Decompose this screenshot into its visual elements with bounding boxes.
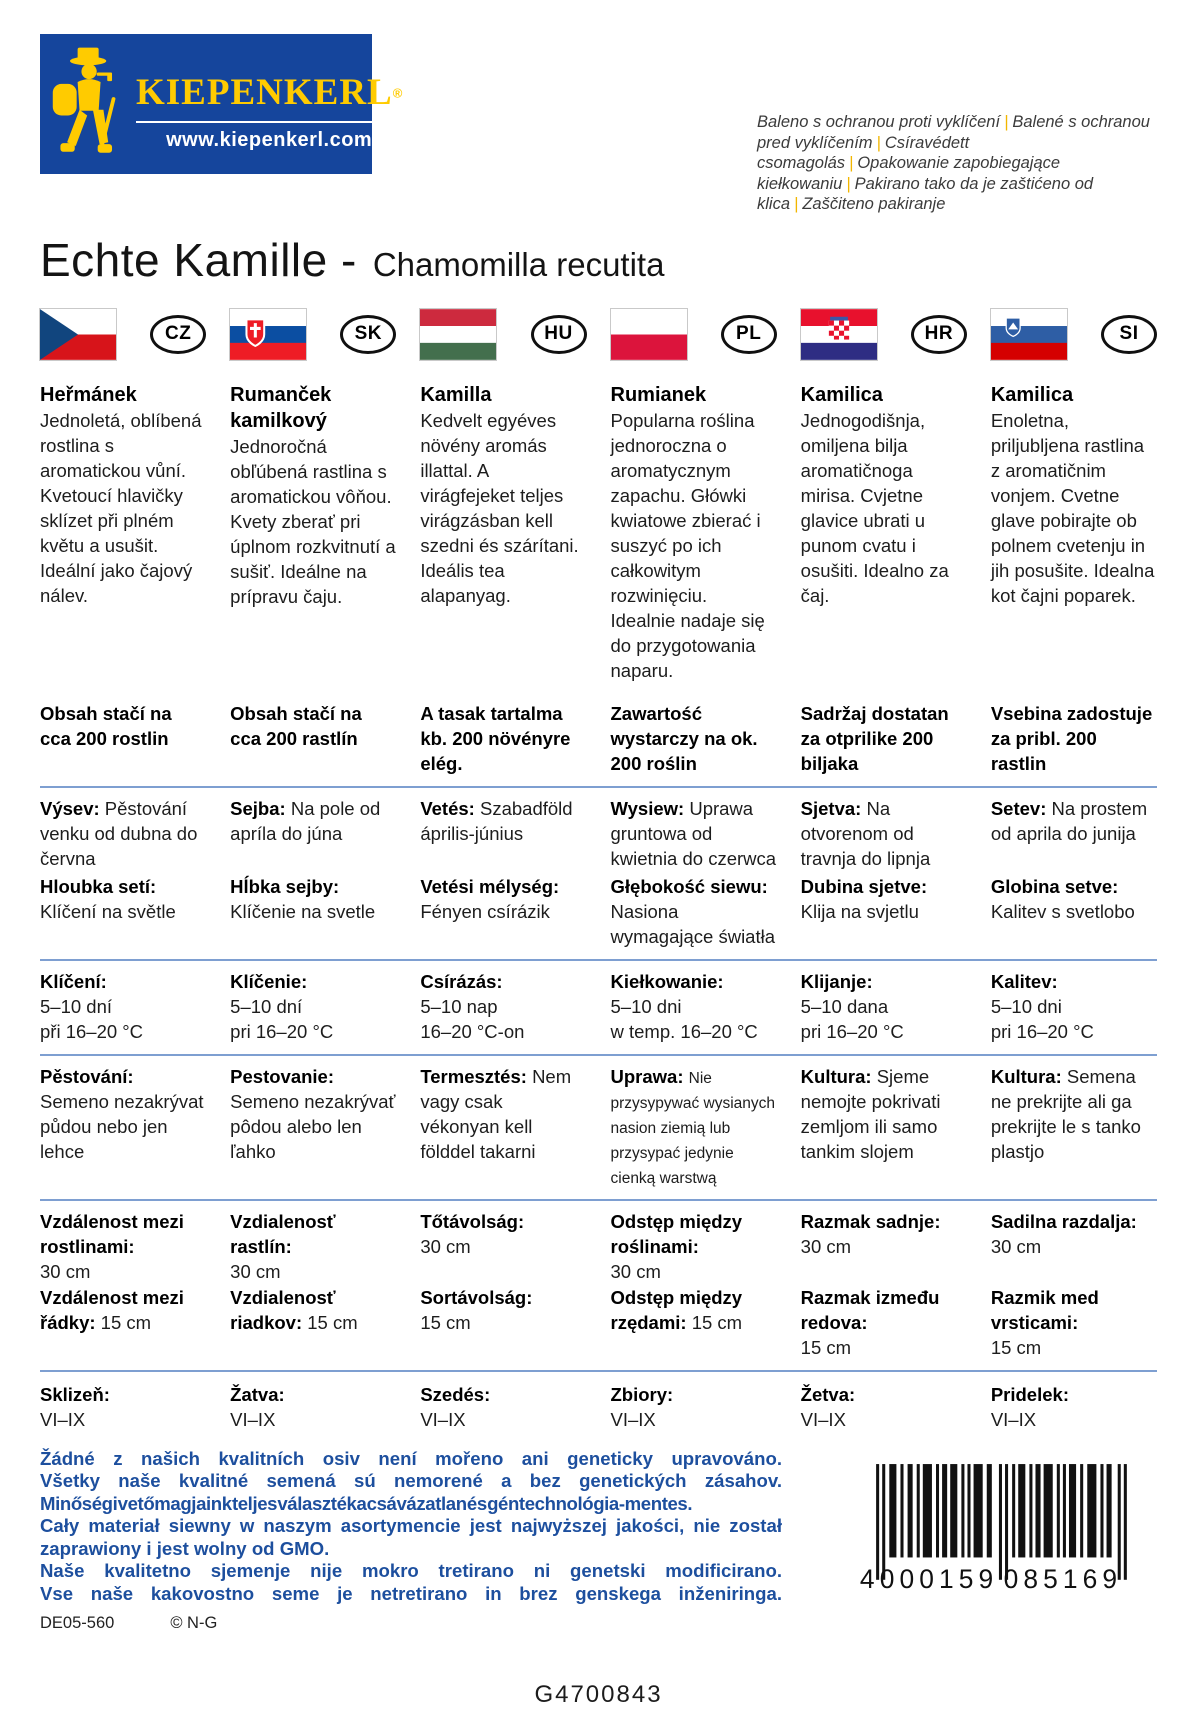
- flag-cell-cz: [40, 309, 206, 360]
- section-harvest: [40, 1372, 1157, 1442]
- plant-name: Kamilica: [800, 383, 883, 406]
- croatian-flag-icon: [801, 309, 877, 360]
- batch-code: G4700843: [534, 1680, 663, 1708]
- barcode-image: [857, 1460, 1149, 1594]
- section-amount: [40, 693, 1157, 788]
- culture-cell-hu: Termesztés: Nem vagy csak vékonyan kell földdel takarni: [420, 1065, 572, 1162]
- germination-cell-hu: Csírázás: 5–10 nap 16–20 °C-on: [420, 970, 525, 1042]
- spacing-cell-hr: Razmak sadnje: 30 cm Razmak između redova: 15 cm: [800, 1210, 941, 1358]
- flag-cell-hu: [420, 309, 586, 360]
- amount-cell-si: Vsebina zadostuje za pribl. 200 rastlin: [990, 702, 1153, 774]
- country-code-badge: HR: [911, 315, 967, 354]
- registered-mark: ®: [392, 85, 403, 101]
- germination-cell-pl: Kiełkowanie: 5–10 dni w temp. 16–20 °C: [610, 970, 758, 1042]
- culture-cell-sk: Pestovanie: Semeno nezakrývať pôdou alebo len ľahko: [230, 1065, 396, 1162]
- harvest-cell-hu: Szedés: VI–IX: [420, 1383, 491, 1430]
- amount-cell-pl: Zawartość wystarczy na ok. 200 roślin: [610, 702, 758, 774]
- sowing-cell-hr: Sjetva: Na otvorenom od travnja do lipnja Dubina sjetve: Klija na svjetlu: [800, 797, 931, 922]
- plant-description: Jednogodišnja, omiljena bilja aromatičnoga mirisa. Cvjetne glavice ubrati u punom cvatu i osušiti. Idealno za čaj.: [800, 409, 949, 606]
- harvest-cell-hr: Žetva: VI–IX: [800, 1383, 856, 1430]
- harvest-cell-cz: Sklizeň: VI–IX: [40, 1383, 110, 1430]
- description-cell-hu: [420, 382, 586, 683]
- gmo-line-sk: Všetky naše kvalitné semená sú nemorené a bez genetických zásahov.: [40, 1470, 782, 1492]
- gmo-line-hu: Minőségi vetőmagjaink teljes választéka csávázatlan és géntechnológia-mentes.: [40, 1492, 693, 1514]
- notice-part: Pakirano tako da je zaštićeno od klica: [757, 174, 1094, 213]
- barcode-digit-prefix: 4: [859, 1563, 875, 1594]
- page-title: [40, 233, 1157, 287]
- kiepenkerl-man-icon: [48, 43, 134, 165]
- barcode-digits-left: 000159: [879, 1563, 999, 1594]
- amount-cell-cz: Obsah stačí na cca 200 rostlin: [40, 702, 172, 749]
- harvest-cell-si: Pridelek: VI–IX: [990, 1383, 1069, 1430]
- section-sowing: [40, 788, 1157, 961]
- country-code-badge: SI: [1101, 315, 1157, 354]
- section-culture: [40, 1056, 1157, 1201]
- copyright-code: © N-G: [170, 1613, 218, 1632]
- plant-name: Kamilla: [420, 383, 492, 406]
- plant-name: Rumanček kamilkový: [230, 383, 332, 432]
- polish-flag-icon: [611, 309, 687, 360]
- plant-name: Kamilica: [990, 383, 1074, 406]
- gmo-line-hr: Naše kvalitetno sjemenje nije mokro tretirano ni genetski modificirano.: [40, 1560, 782, 1582]
- footer-codes: [40, 1614, 1157, 1633]
- germination-cell-sk: Klíčenie: 5–10 dní pri 16–20 °C: [230, 970, 334, 1042]
- amount-cell-hr: Sadržaj dostatan za otprilike 200 biljaka: [800, 702, 949, 774]
- barcode: [857, 1448, 1157, 1606]
- germination-cell-hr: Klijanje: 5–10 dana pri 16–20 °C: [800, 970, 904, 1042]
- culture-cell-si: Kultura: Semena ne prekrijte ali ga prekrijte le s tanko plastjo: [990, 1065, 1141, 1162]
- plant-description: Jednoletá, oblíbená rostlina s aromatickou vůní. Kvetoucí hlavičky sklízet při plném květu a usušit. Ideální jako čajový nálev.: [40, 409, 202, 606]
- amount-cell-hu: A tasak tartalma kb. 200 növényre elég.: [420, 702, 571, 774]
- website-url: www.kiepenkerl.com: [166, 128, 373, 151]
- notice-part: Baleno s ochranou proti vyklíčení: [757, 113, 1001, 131]
- separator: |: [849, 154, 854, 172]
- flag-cell-hr: [801, 309, 967, 360]
- header: [40, 34, 1157, 215]
- kiepenkerl-logo: [40, 34, 403, 174]
- sowing-cell-hu: Vetés: Szabadföld április-június Vetési mélység: Fényen csírázik: [420, 797, 573, 922]
- sowing-cell-sk: Sejba: Na pole od apríla do júna Hĺbka sejby: Klíčenie na svetle: [230, 797, 381, 922]
- spacing-cell-cz: Vzdálenost mezi rostlinami: 30 cm Vzdálenost mezi řádky: 15 cm: [40, 1210, 184, 1333]
- plant-description: Popularna roślina jednoroczna o aromatycznym zapachu. Główki kwiatowe zbierać i suszyć po ich całkowitym rozwinięciu. Idealnie nadaje się do przygotowania naparu.: [610, 409, 765, 681]
- gmo-line-cz: Žádné z našich kvalitních osiv není mořeno ani geneticky upravováno.: [40, 1447, 782, 1469]
- gmo-line-pl: Cały materiał siewny w naszym asortymencie jest najwyższej jakości, nie został zaprawiony i jest wolny od GMO.: [40, 1515, 782, 1559]
- czech-flag-icon: [40, 309, 116, 360]
- plant-name: Heřmánek: [40, 383, 137, 406]
- plant-description: Kedvelt egyéves növény aromás illattal. A virágfejeket teljes virágzásban kell szedni és szárítani. Ideális tea alapanyag.: [420, 409, 579, 606]
- notice-part: Zaščiteno pakiranje: [802, 195, 946, 213]
- separator: |: [846, 174, 851, 193]
- slovak-flag-icon: [230, 309, 306, 360]
- separator: |: [1004, 113, 1009, 131]
- country-code-badge: CZ: [150, 315, 206, 354]
- section-description: [40, 374, 1157, 693]
- notice-part: Balené s ochranou pred vyklíčením: [757, 113, 1150, 152]
- flags-row: [40, 309, 1157, 360]
- spacing-cell-hu: Tőtávolság: 30 cm Sortávolság: 15 cm: [420, 1210, 533, 1333]
- latin-name: Chamomilla recutita: [372, 245, 665, 283]
- description-cell-cz: [40, 382, 206, 683]
- separator: |: [794, 195, 799, 213]
- culture-cell-pl: Uprawa: Nie przysypywać wysianych nasion ziemią lub przysypać jedynie cienką warstwą: [610, 1065, 776, 1187]
- spacing-cell-pl: Odstęp między roślinami: 30 cm Odstęp między rzędami: 15 cm: [610, 1210, 743, 1333]
- spacing-cell-si: Sadilna razdalja: 30 cm Razmik med vrsticami: 15 cm: [990, 1210, 1137, 1358]
- slovenian-flag-icon: [991, 309, 1067, 360]
- sowing-cell-pl: Wysiew: Uprawa gruntowa od kwietnia do czerwca Głębokość siewu: Nasiona wymagające światła: [610, 797, 777, 947]
- country-code-badge: PL: [721, 315, 777, 354]
- germination-cell-si: Kalitev: 5–10 dni pri 16–20 °C: [990, 970, 1094, 1042]
- amount-cell-sk: Obsah stačí na cca 200 rastlín: [230, 702, 362, 749]
- hungarian-flag-icon: [420, 309, 496, 360]
- separator: |: [876, 133, 881, 152]
- brand-name: KIEPENKERL®: [136, 71, 403, 113]
- gmo-line-si: Vse naše kakovostno seme je netretirano in brez genskega inženiringa.: [40, 1583, 782, 1605]
- flag-cell-sk: [230, 309, 396, 360]
- bottom-block: [40, 1448, 1157, 1606]
- plant-description: Jednoročná obľúbená rastlina s aromatickou vôňou. Kvety zberať pri úplnom rozkvitnutí a sušiť. Ideálne na prípravu čaju.: [230, 435, 396, 607]
- spacing-cell-sk: Vzdialenosť rastlín: 30 cm Vzdialenosť riadkov: 15 cm: [230, 1210, 358, 1333]
- description-cell-pl: [611, 382, 777, 683]
- article-code: DE05-560: [40, 1613, 115, 1632]
- logo-text-block: [136, 71, 402, 152]
- sowing-cell-cz: Výsev: Pěstování venku od dubna do června Hloubka setí: Klíčení na světle: [40, 797, 198, 922]
- plant-name: Rumianek: [610, 383, 707, 406]
- flag-cell-si: [991, 309, 1157, 360]
- product-name: Echte Kamille -: [40, 233, 357, 286]
- barcode-digits-right: 085169: [1003, 1563, 1123, 1594]
- country-code-badge: SK: [340, 315, 396, 354]
- description-cell-sk: [230, 382, 396, 683]
- description-cell-hr: [801, 382, 967, 683]
- logo-divider: [136, 121, 402, 123]
- culture-cell-cz: Pěstování: Semeno nezakrývat půdou nebo jen lehce: [40, 1065, 204, 1162]
- harvest-cell-pl: Zbiory: VI–IX: [610, 1383, 674, 1430]
- notice-part: Csíravédett csomagolás: [757, 133, 970, 172]
- section-spacing: [40, 1201, 1157, 1372]
- country-code-badge: HU: [531, 315, 587, 354]
- culture-cell-hr: Kultura: Sjeme nemojte pokrivati zemljom ili samo tankim slojem: [800, 1065, 941, 1162]
- plant-description: Enoletna, priljubljena rastlina z aromatičnim vonjem. Cvetne glave pobirajte ob polnem cvetenju in jih posušite. Idealna kot čajni poparek.: [990, 409, 1155, 606]
- gmo-statement: [40, 1448, 782, 1606]
- anti-germination-notice: [757, 112, 1157, 215]
- germination-cell-cz: Klíčení: 5–10 dní při 16–20 °C: [40, 970, 144, 1042]
- harvest-cell-sk: Žatva: VI–IX: [230, 1383, 285, 1430]
- sowing-cell-si: Setev: Na prostem od aprila do junija Globina setve: Kalitev s svetlobo: [990, 797, 1148, 922]
- flag-cell-pl: [611, 309, 777, 360]
- description-cell-si: [991, 382, 1157, 683]
- section-germination: [40, 961, 1157, 1056]
- notice-part: Opakowanie zapobiegające kiełkowaniu: [757, 154, 1061, 193]
